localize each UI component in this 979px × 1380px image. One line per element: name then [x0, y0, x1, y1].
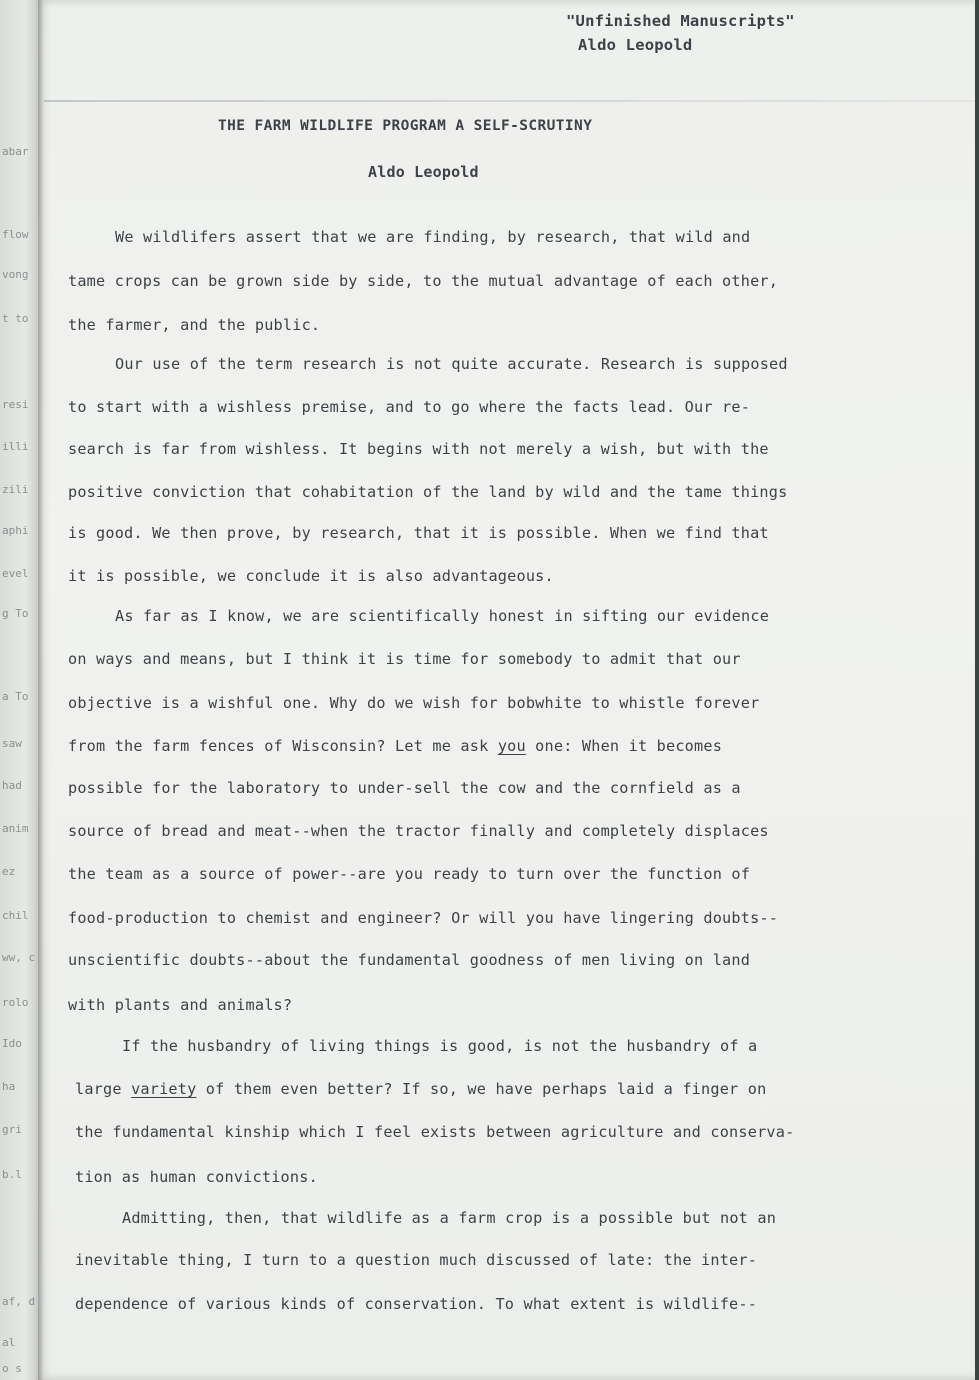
collection-author: Aldo Leopold	[578, 36, 693, 54]
previous-page-fragment: ha	[2, 1080, 16, 1093]
underlined-word: variety	[131, 1080, 197, 1098]
previous-page-fragment: vong	[2, 268, 29, 281]
previous-page-fragment: rolo	[2, 996, 29, 1009]
previous-page-fragment: Ido	[2, 1037, 22, 1050]
collection-label: "Unfinished Manuscripts"	[566, 12, 795, 30]
body-line: As far as I know, we are scientifically honest in sifting our evidence	[115, 607, 770, 625]
previous-page-fragment: gri	[2, 1123, 22, 1136]
previous-page-edge	[0, 0, 36, 1380]
body-line: the farmer, and the public.	[68, 316, 321, 334]
body-line: the team as a source of power--are you ready to turn over the function of	[68, 865, 751, 883]
previous-page-fragment: anim	[2, 822, 29, 835]
document-byline: Aldo Leopold	[368, 163, 479, 181]
previous-page-fragment: illi	[2, 440, 29, 453]
body-line: from the farm fences of Wisconsin? Let me ask you one: When it becomes	[68, 737, 723, 755]
sheet-fold-shadow	[38, 0, 44, 1380]
previous-page-fragment: al	[2, 1336, 16, 1349]
body-line: dependence of various kinds of conservation. To what extent is wildlife--	[75, 1295, 758, 1313]
body-line: tion as human convictions.	[75, 1168, 318, 1186]
body-line: to start with a wishless premise, and to go where the facts lead. Our re-	[68, 398, 751, 416]
previous-page-fragment: zili	[2, 483, 29, 496]
previous-page-fragment: t to	[2, 312, 29, 325]
body-line: food-production to chemist and engineer? Or will you have lingering doubts--	[68, 909, 779, 927]
body-line: tame crops can be grown side by side, to the mutual advantage of each other,	[68, 272, 779, 290]
previous-page-fragment: g To	[2, 607, 29, 620]
document-title: THE FARM WILDLIFE PROGRAM A SELF-SCRUTINY	[218, 118, 593, 134]
body-line: large variety of them even better? If so, we have perhaps laid a finger on	[75, 1080, 767, 1098]
previous-page-fragment: ez	[2, 865, 16, 878]
body-line: on ways and means, but I think it is time for somebody to admit that our	[68, 650, 741, 668]
previous-page-fragment: o s	[2, 1362, 22, 1375]
previous-page-fragment: ww, c	[2, 951, 36, 964]
body-line: Our use of the term research is not quite accurate. Research is supposed	[115, 355, 788, 373]
previous-page-fragment: b.l	[2, 1168, 22, 1181]
previous-page-fragment: chil	[2, 909, 29, 922]
underlined-word: you	[497, 737, 526, 755]
body-line: Admitting, then, that wildlife as a farm crop is a possible but not an	[122, 1209, 777, 1227]
previous-page-fragment: resi	[2, 398, 29, 411]
body-line: it is possible, we conclude it is also advantageous.	[68, 567, 554, 585]
sheet-right-edge	[975, 0, 979, 1380]
body-line: unscientific doubts--about the fundamental goodness of men living on land	[68, 951, 751, 969]
body-line: positive conviction that cohabitation of the land by wild and the tame things	[68, 483, 788, 501]
body-line: source of bread and meat--when the tractor finally and completely displaces	[68, 822, 769, 840]
body-line: is good. We then prove, by research, that it is possible. When we find that	[68, 524, 769, 542]
body-line: objective is a wishful one. Why do we wish for bobwhite to whistle forever	[68, 694, 760, 712]
previous-page-fragment: had	[2, 779, 22, 792]
body-line: We wildlifers assert that we are finding, by research, that wild and	[115, 228, 751, 246]
body-line: If the husbandry of living things is good, is not the husbandry of a	[122, 1037, 758, 1055]
body-line: inevitable thing, I turn to a question much discussed of late: the inter-	[75, 1251, 758, 1269]
previous-page-fragment: saw	[2, 737, 22, 750]
previous-page-fragment: flow	[2, 228, 29, 241]
body-line: possible for the laboratory to under-sell the cow and the cornfield as a	[68, 779, 741, 797]
previous-page-fragment: aphi	[2, 524, 29, 537]
body-line: with plants and animals?	[68, 996, 293, 1014]
previous-page-fragment: evel	[2, 567, 29, 580]
previous-page-fragment: a To	[2, 690, 29, 703]
previous-page-fragment: abar	[2, 145, 29, 158]
previous-page-fragment: af, d	[2, 1295, 36, 1308]
body-line: search is far from wishless. It begins with not merely a wish, but with the	[68, 440, 769, 458]
paper-crease	[44, 100, 979, 102]
body-line: the fundamental kinship which I feel exists between agriculture and conserva-	[75, 1123, 795, 1141]
